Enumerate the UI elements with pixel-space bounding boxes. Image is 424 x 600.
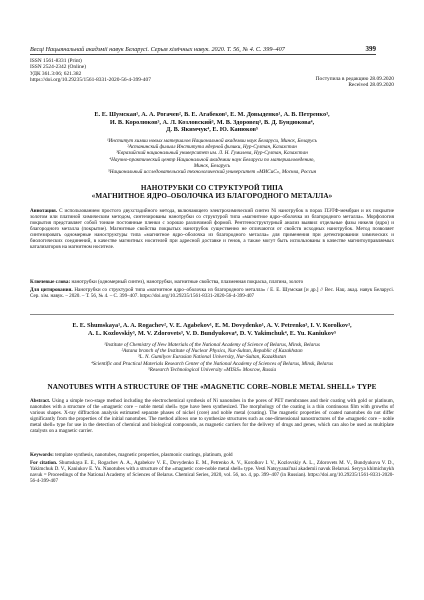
keywords-ru <box>30 279 394 285</box>
author-line: Д. В. Якимчук⁴, Е. Ю. Канюков⁵ <box>166 126 258 134</box>
affiliation-line: ¹Institute of Chemistry of New Materials of the National Academy of Science of Belarus, Minsk, Belarus <box>104 342 320 348</box>
affiliation-line: ³L. N. Gumilyov Eurasian National University, Nur-Sultan, Kazakhstan <box>138 354 286 361</box>
author-line: E. E. Shumskaya¹, A. A. Rogachev², V. E. Agabekov¹, E. M. Dovydenko¹, A. V. Petrenko³, I. V. Korolkov³, <box>72 322 352 329</box>
doi-link[interactable]: https://doi.org/10.29235/1561-8331-2020-56-4-399-407 <box>30 76 151 83</box>
affiliation-line: ⁴Scientific and Practical Materials Research Center of the National Academy of Sciences of Belarus, Minsk, Belarus <box>91 360 333 367</box>
affiliation-line: ¹Институт химии новых материалов Национальной академии наук Беларуси, Минск, Беларусь <box>106 138 318 144</box>
affiliation-line: ²Астанинский филиал Института ядерной физики, Нур-Султан, Казахстан <box>127 144 297 151</box>
affiliations-en <box>30 342 394 373</box>
keywords-en <box>30 452 394 458</box>
abstract-text: Using a simple two-stage method including the electrochemical synthesis of Ni nanotubes in the pores of PET membranes and their coating with gold or platinum, nanotubes with a structure of the «magnetic core – noble metal shell» type have been synthesized. The morphology of the coating is a thin continuous film with growths of various shapes. X-ray diffraction analysis estimated separate phases of nickel (core) and noble metal (coating). The magnetic properties of coated nanotubes do not differ significantly from the properties of the initial nanotubes. The method allows one to synthesize structures such as one-dimensional nanostructures of the «magnetic core – noble metal shell» type for use in the detection of chemical and biological compounds, as magnetic carriers for the delivery of drugs and genes, which can also be used as multiplate catalysts on a magnetic carrier. <box>30 398 394 435</box>
issn-online: ISSN 2524-2342 (Online) <box>30 64 86 71</box>
author-line: A. L. Kozlovskiy³, M. V. Zdorovets³, V. D. Bundyukova⁴, D. V. Yakimchuk⁴, E. Yu. Kaniukov⁵ <box>88 329 336 337</box>
title-line: НАНОТРУБКИ СО СТРУКТУРОЙ ТИПА <box>140 184 284 192</box>
affiliation-line: ⁴Научно-практический центр Национальной академии наук Беларуси по материаловедению, <box>109 156 315 163</box>
keywords-text: template synthesis, nanotubes, magnetic properties, plasmonic coatings, platinum, gold <box>55 452 233 458</box>
article-title-en: NANOTUBES WITH A STRUCTURE OF THE «MAGNETIC CORE–NOBLE METAL SHELL» TYPE <box>47 383 377 391</box>
authors-en <box>30 322 394 337</box>
keywords-label: Ключевые слова: <box>30 279 71 285</box>
author-line: И. В. Королюков³, А. Л. Козловский³, М. В. Здоровец³, В. Д. Бундюкова⁴, <box>109 118 315 126</box>
citation-label: Для цитирования. <box>30 287 73 293</box>
abstract-ru <box>30 208 394 250</box>
keywords-label: Keywords: <box>30 452 54 458</box>
received-date-ru: Поступила в редакцию 28.09.2020 <box>315 76 394 82</box>
abstract-label: Abstract. <box>30 398 51 404</box>
affiliation-line: ⁵Национальный исследовательский технологический университет «МИСиС», Москва, Россия <box>107 169 317 176</box>
citation-label: For citation. <box>30 460 58 466</box>
affiliation-line: ²Astana branch of the Institute of Nuclear Physics, Nur-Sultan, Republic of Kazakhstan <box>121 348 303 355</box>
title-line: «МАГНИТНОЕ ЯДРО–ОБОЛОЧКА ИЗ БЛАГОРОДНОГО МЕТАЛЛА» <box>91 192 333 201</box>
identifiers-block <box>30 58 151 83</box>
affiliations-ru <box>30 138 394 175</box>
affiliation-line: ⁵Research Technological University «MISiS» Moscow, Russia <box>147 366 277 373</box>
issn-print: ISSN 1561-8331 (Print) <box>30 58 82 64</box>
citation-text: Нанотрубки со структурой типа «магнитное ядро–оболочка из благородного металла» / Е. Е. Шумская [и др.] // Вес. Нац. акад. навук Беларусі. Сер. хім. навук. – 2020. – Т. 56, № 4. – С. 399–407. https://doi.org/10.29235/1561-8331-2020-56-4-399-407 <box>30 287 395 300</box>
received-block <box>316 76 394 89</box>
udc-code: УДК 361.3:06; 621.382 <box>30 70 82 77</box>
article-title-ru <box>30 184 394 200</box>
author-line: Е. Е. Шумская¹, А. А. Рогачев², В. Е. Агабеков¹, Е. М. Довыденко¹, А. В. Петренко³, <box>94 111 330 118</box>
abstract-label: Аннотация. <box>30 208 58 214</box>
citation-text: Shumskaya E. E., Rogachev A. A., Agabekov V. E., Dovydenko E. M., Petrenko A. V., Korolkov I. V., Kozlovskiy A. L., Zdorovets M. V., Bundyukova V. D., Yakimchuk D. V., Kaniukov E. Yu. Nanotubes with a structure of the «magnetic core-noble metal shell» type. Vesti Natsyyanal'nai akademii navuk Belarusi. Seryya khimichnykh navuk = Proceedings of the National Academy of Sciences of Belarus. Chemical Series, 2020, vol. 56, no. 4, pp. 399–407 (in Russian). https://doi.org/10.29235/1561-8331-2020-56-4-399-407 <box>30 460 394 485</box>
received-date-en: Received 28.09.2020 <box>348 82 394 89</box>
running-header <box>30 42 376 55</box>
page-number: 399 <box>365 45 376 53</box>
journal-reference: Весці Нацыянальнай акадэміі навук Беларусі. Серыя хімічных навук. 2020. Т. 56, № 4. С. 399–407 <box>30 46 285 53</box>
affiliation-line: Минск, Беларусь <box>193 162 231 169</box>
abstract-text: С использованием простого двухстадийного метода, включающего электрохимический синтез Ni нанотрубок в порах ПЭТФ-мембран и их покрытие золотом или платиной химическим методом, синтезированы нанотрубки со структурой типа «магнитное ядро–оболочка из благородного металла». Морфология покрытия представляет собой тонкие постоянные пленки с хорошо различимой формой. Рентгеноструктурный анализ выявил отдельные фазы никеля (ядро) и благородного металла (покрытие). Магнитные свойства покрытых нанотрубок существенно не отличаются от свойств исходных нанотрубок. Метод позволяет синтезировать одномерные наноструктуры типа «магнитное ядро–оболочка из благородного металла» для применения при детектировании химических и биологических соединений, в качестве магнитных носителей при адресной доставке и генов, а также могут быть использованы в качестве магнитоуправляемых катализаторов на магнитном носителе. <box>30 208 394 251</box>
affiliation-line: ³Евразийский национальный университет им. Л. Н. Гумилева, Нур-Султан, Казахстан <box>116 150 308 157</box>
keywords-text: нанотрубки (одномерный синтез), нанотрубки, магнитные свойства, плазменная покраска, платина, золото <box>71 279 304 285</box>
abstract-en <box>30 398 394 434</box>
citation-en <box>30 460 394 484</box>
section-divider <box>30 314 394 315</box>
authors-ru <box>30 111 394 134</box>
citation-ru <box>30 287 394 299</box>
